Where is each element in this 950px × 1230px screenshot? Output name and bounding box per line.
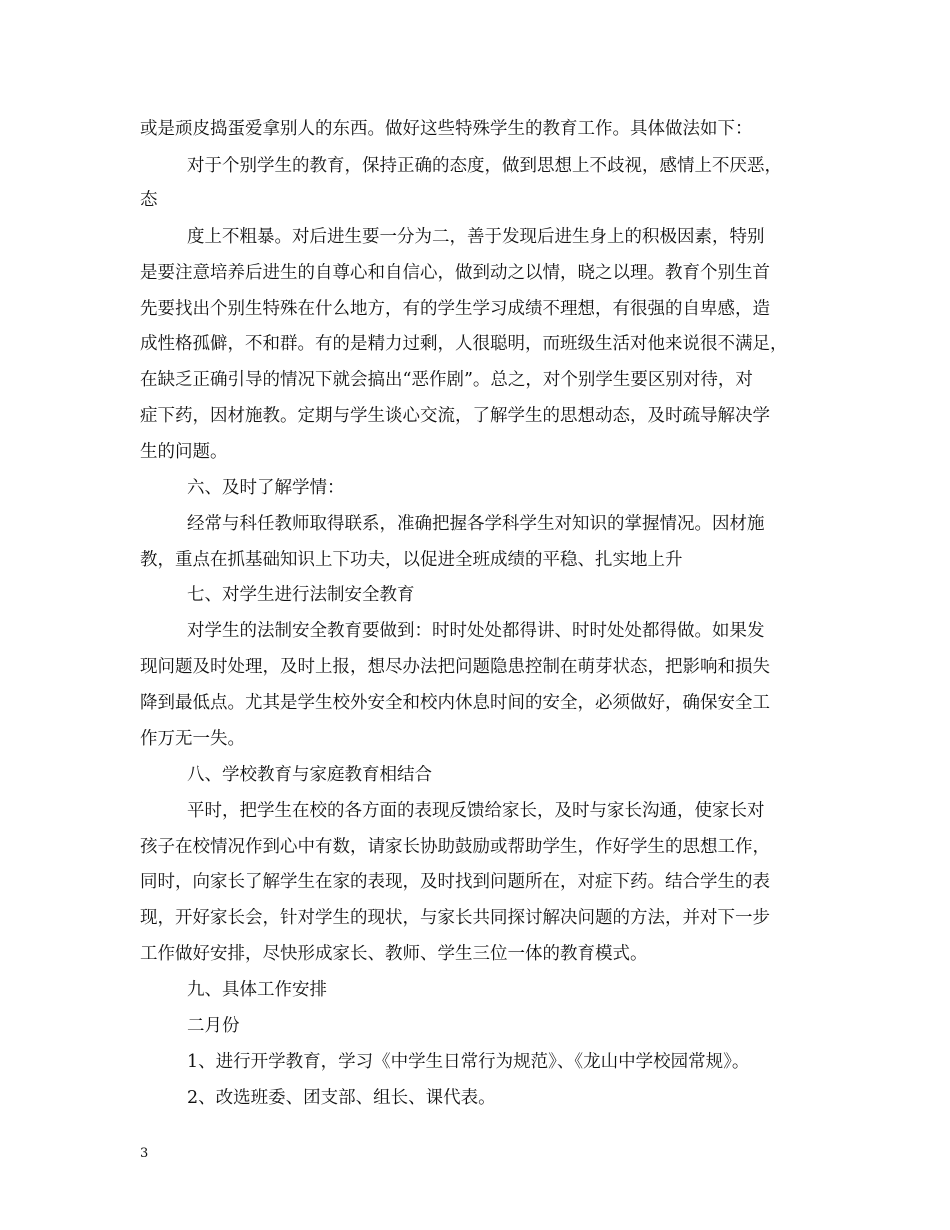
text-line: 在缺乏正确引导的情况下就会搞出“恶作剧”。总之，对个别学生要区别对待，对 [140,370,753,390]
list-item: 2、改选班委、团支部、组长、课代表。 [187,1088,496,1108]
text-line: 对于个别学生的教育，保持正确的态度，做到思想上不歧视，感情上不厌恶， [187,156,782,176]
text-line: 作万无一失。 [140,729,245,749]
page-number: 3 [140,1146,149,1161]
text-line: 症下药，因材施教。定期与学生谈心交流，了解学生的思想动态，及时疏导解决学 [140,406,770,426]
text-line: 对学生的法制安全教育要做到：时时处处都得讲、时时处处都得做。如果发 [187,621,765,641]
text-line: 先要找出个别生特殊在什么地方，有的学生学习成绩不理想，有很强的自卑感，造 [140,299,770,319]
text-line: 是要注意培养后进生的自尊心和自信心，做到动之以情，晓之以理。教育个别生首 [140,263,770,283]
section-heading: 九、具体工作安排 [187,980,327,1000]
section-heading: 八、学校教育与家庭教育相结合 [187,765,432,785]
text-line: 同时，向家长了解学生在家的表现，及时找到问题所在，对症下药。结合学生的表 [140,872,770,892]
text-line: 工作做好安排，尽快形成家长、教师、学生三位一体的教育模式。 [140,944,648,964]
text-line: 生的问题。 [140,442,228,462]
text-line: 现，开好家长会，针对学生的现状，与家长共同探讨解决问题的方法，并对下一步 [140,908,770,928]
text-line: 孩子在校情况作到心中有数，请家长协助鼓励或帮助学生，作好学生的思想工作， [140,837,770,857]
text-line: 教，重点在抓基础知识上下功夫，以促进全班成绩的平稳、扎实地上升 [140,550,683,570]
text-line: 现问题及时处理，及时上报，想尽办法把问题隐患控制在萌芽状态，把影响和损失 [140,657,770,677]
section-heading: 六、及时了解学情： [187,478,345,498]
list-item: 1、进行开学教育，学习《中学生日常行为规范》、《龙山中学校园常规》。 [187,1052,750,1072]
text-line: 经常与科任教师取得联系，准确把握各学科学生对知识的掌握情况。因材施 [187,514,765,534]
section-heading: 七、对学生进行法制安全教育 [187,585,415,605]
text-line: 态 [140,190,158,210]
text-line: 平时，把学生在校的各方面的表现反馈给家长，及时与家长沟通，使家长对 [187,801,765,821]
text-line: 成性格孤僻，不和群。有的是精力过剩，人很聪明，而班级生活对他来说很不满足， [140,334,788,354]
text-line: 降到最低点。尤其是学生校外安全和校内休息时间的安全，必须做好，确保安全工 [140,693,770,713]
text-line: 或是顽皮捣蛋爱拿别人的东西。做好这些特殊学生的教育工作。具体做法如下： [140,119,753,139]
text-line: 度上不粗暴。对后进生要一分为二，善于发现后进生身上的积极因素，特别 [187,227,765,247]
text-line: 二月份 [187,1016,240,1036]
